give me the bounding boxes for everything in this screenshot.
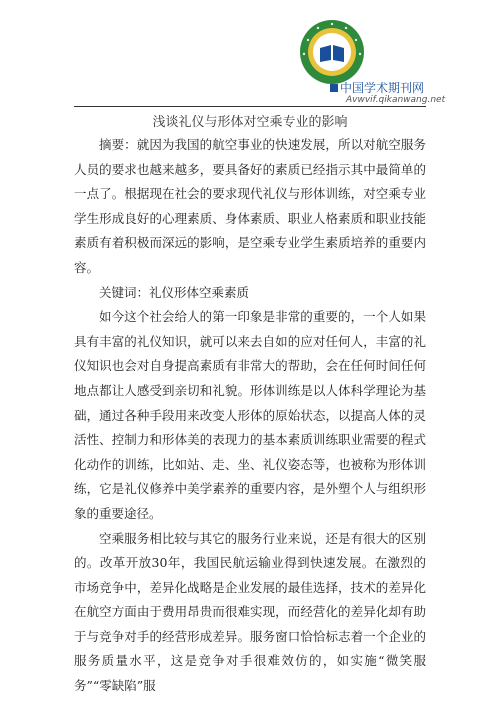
keywords-paragraph: 关键词：礼仪形体空乘素质: [99, 284, 250, 300]
abstract-paragraph: 摘要：就因为我国的航空事业的快速发展，所以对航空服务人员的要求也越来越多，要具备好的素质已经指示其中最简单的一点了。根据现在社会的要求现代礼仪与形体训练，对空乘专业学生形成良好的心理素质、身体素质、职业人格素质和职业技能素质有着积极而深远的影响，是空乘专业学生素质培养的重要内容。: [74, 137, 426, 275]
site-url: Avwvif.qikanwang.net: [346, 95, 446, 105]
square-icon: [330, 84, 338, 92]
article-title: 浅谈礼仪与形体对空乘专业的影响: [152, 115, 348, 130]
article-body: [74, 133, 426, 699]
body-paragraph: 如今这个社会给人的第一印象是非常的重要的，一个人如果具有丰富的礼仪知识，就可以来去自如的应对任何人，丰富的礼仪知识也会对自身提高素质有非常大的帮助，会在任何时间任何地点都让人感受到亲切和礼貌。形体训练是以人体科学理论为基础，通过各种手段用来改变人形体的原始状态，以提高人体的灵活性、控制力和形体美的表现力的基本素质训练职业需要的程式化动作的训练，比如站、走、坐、礼仪姿态等，也被称为形体训练，它是礼仪修养中美学素养的重要内容，是外塑个人与组织形象的重要途径。: [74, 309, 426, 521]
site-name-text: 中国学术期刊网: [340, 81, 425, 95]
journal-logo: [298, 18, 366, 86]
body-paragraph: 空乘服务相比较与其它的服务行业来说，还是有很大的区别的。改革开放30年，我国民航运输业得到快速发展。在激烈的市场竞争中，差异化战略是企业发展的最佳选择，技术的差异化在航空方面由于费用昂贵而很难实现，而经营化的差异化却有助于与竞争对手的经营形成差异。服务窗口恰恰标志着一个企业的服务质量水平，这是竞争对手很难效仿的，如实施“微笑服务”“零缺陷”服: [74, 530, 426, 694]
header-divider: [74, 106, 426, 107]
site-name: [330, 79, 424, 96]
